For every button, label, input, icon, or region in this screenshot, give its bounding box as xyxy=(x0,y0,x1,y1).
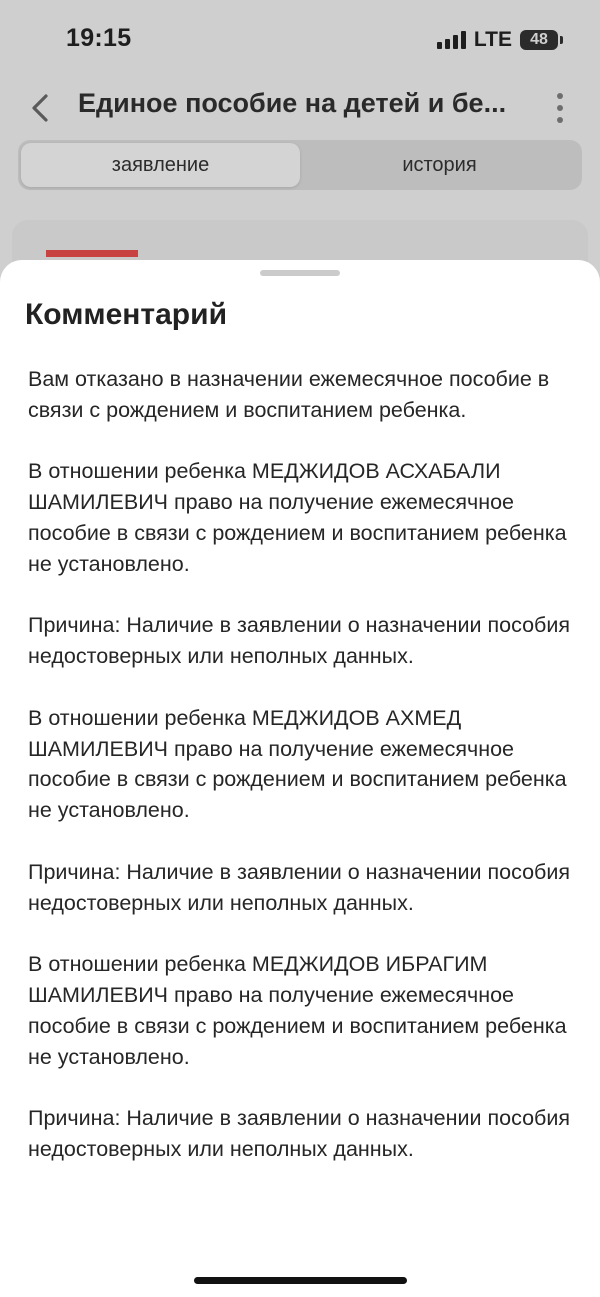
status-time: 19:15 xyxy=(66,24,132,52)
comment-paragraph: Причина: Наличие в заявлении о назначении пособия недостоверных или неполных данных. xyxy=(28,859,571,915)
battery-icon xyxy=(520,30,558,50)
home-indicator[interactable] xyxy=(194,1277,407,1284)
status-accent-bar xyxy=(46,250,138,257)
battery-level: 48 xyxy=(530,31,548,48)
segmented-control xyxy=(18,140,582,190)
network-type: LTE xyxy=(473,28,512,51)
navigation-bar xyxy=(0,80,600,136)
page-title: Единое пособие на детей и бе... xyxy=(78,88,507,118)
sheet-title: Комментарий xyxy=(25,298,228,331)
comment-paragraph: Причина: Наличие в заявлении о назначении пособия недостоверных или неполных данных. xyxy=(28,613,571,669)
status-indicators xyxy=(437,27,558,53)
more-vertical-icon[interactable] xyxy=(550,90,570,126)
comment-paragraph: Вам отказано в назначении ежемесячное пособие в связи с рождением и воспитанием ребенка. xyxy=(28,367,550,422)
status-bar xyxy=(0,0,600,80)
chevron-left-icon[interactable] xyxy=(26,90,56,126)
signal-icon xyxy=(437,31,466,49)
tab-application[interactable]: заявление xyxy=(21,143,300,187)
comment-paragraph: В отношении ребенка МЕДЖИДОВ ИБРАГИМ ШАМИЛЕВИЧ право на получение ежемесячное пособие в связи с рождением и воспитанием ребенка не установлено. xyxy=(28,952,567,1069)
comment-sheet xyxy=(0,260,600,1297)
comment-body xyxy=(28,364,583,1196)
comment-paragraph: В отношении ребенка МЕДЖИДОВ АСХАБАЛИ ШАМИЛЕВИЧ право на получение ежемесячное пособие в связи с рождением и воспитанием ребенка не установлено. xyxy=(28,459,567,576)
sheet-grabber[interactable] xyxy=(260,270,340,276)
tab-history[interactable]: история xyxy=(402,153,477,176)
comment-paragraph: Причина: Наличие в заявлении о назначении пособия недостоверных или неполных данных. xyxy=(28,1106,571,1161)
comment-paragraph: В отношении ребенка МЕДЖИДОВ АХМЕД ШАМИЛЕВИЧ право на получение ежемесячное пособие в связи с рождением и воспитанием ребенка не установлено. xyxy=(28,705,567,823)
